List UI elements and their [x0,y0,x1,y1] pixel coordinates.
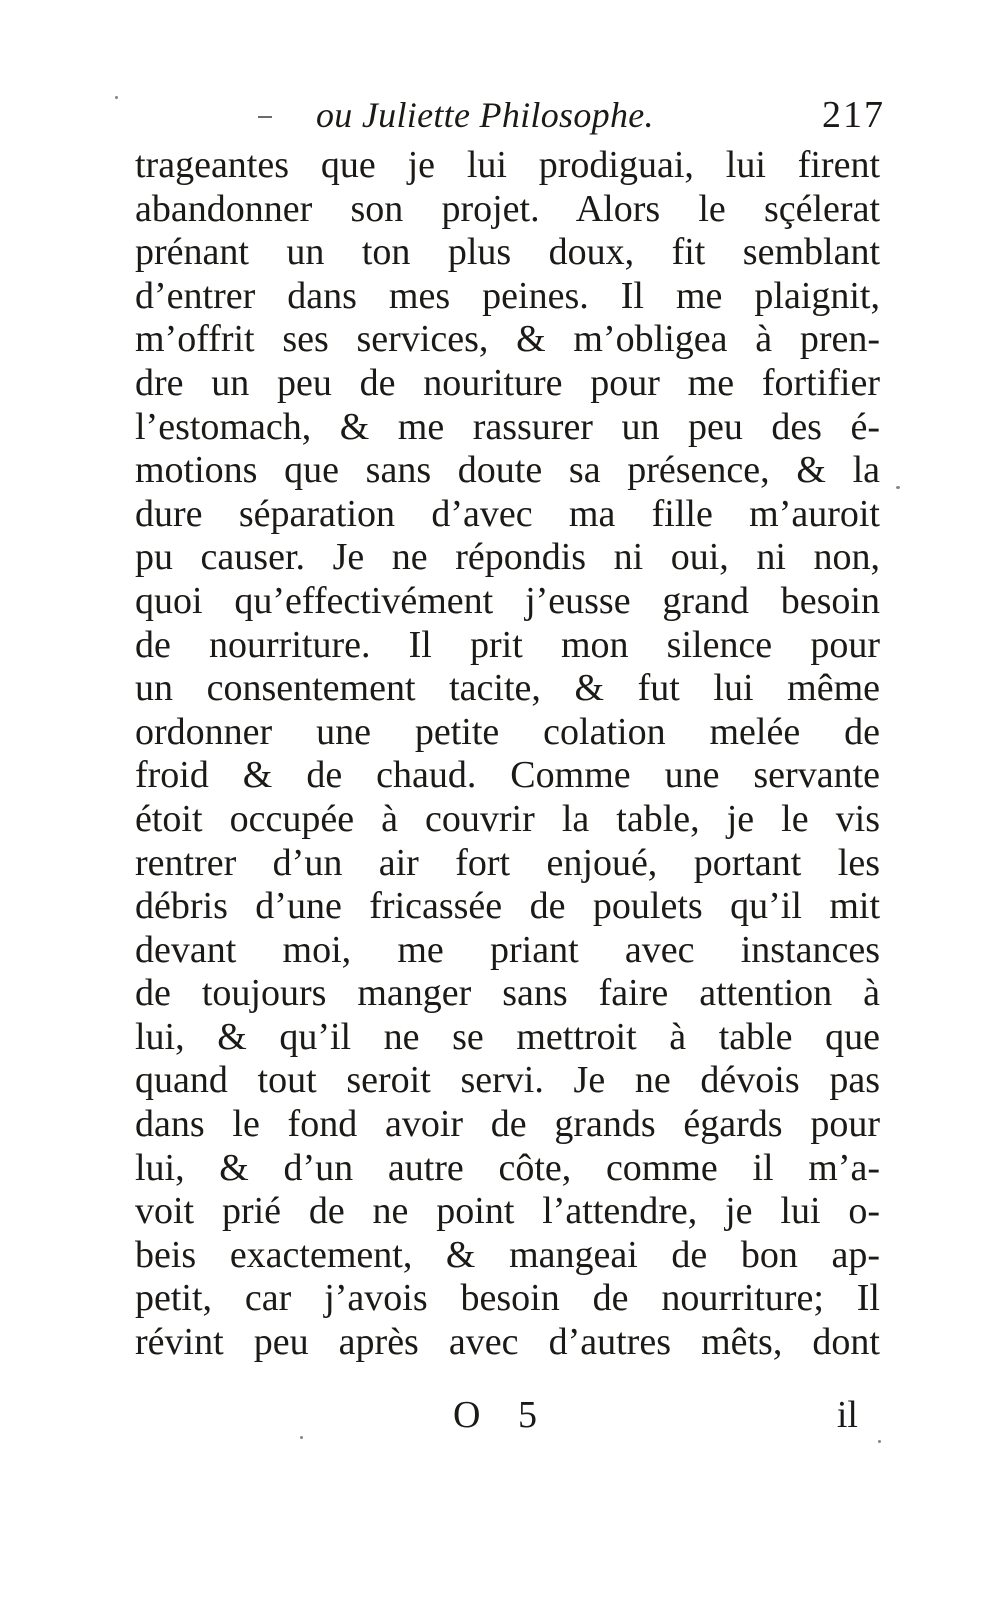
catchword: il [836,1394,858,1436]
text-line: dans le fond avoir de grands égards pour [135,1103,880,1146]
text-line: froid & de chaud. Comme une servante [135,754,880,797]
body-text [135,144,880,1365]
text-line: étoit occupée à couvrir la table, je le vis [135,797,880,840]
text-line: devant moi, me priant avec instances [135,928,880,971]
signature-mark: O 5 [453,1394,551,1436]
text-line: lui, & d’un autre côte, comme il m’a- [135,1146,880,1189]
text-line: ordonner une petite colation melée de [135,710,880,753]
paper-speck [115,96,118,99]
text-line: débris d’une fricassée de poulets qu’il mit [135,885,880,928]
text-line: quoi qu’effectivément j’eusse grand besoin [135,579,880,622]
text-line: voit prié de ne point l’attendre, je lui o- [135,1190,880,1233]
text-line: dre un peu de nouriture pour me fortifier [135,361,880,404]
paper-speck [300,1436,303,1439]
text-line: motions que sans doute sa présence, & la [135,449,880,492]
text-line: rentrer d’un air fort enjoué, portant les [135,841,880,884]
text-line: abandonner son projet. Alors le sçélerat [135,187,880,230]
text-line: l’estomach, & me rassurer un peu des é- [135,405,880,448]
page-header [130,88,885,142]
text-line: m’offrit ses services, & m’obligea à pren- [135,318,880,361]
page-footer [135,1388,880,1442]
running-title: ou Juliette Philosophe. [316,95,654,135]
text-line: trageantes que je lui prodiguai, lui firent [135,144,880,186]
text-line: prénant un ton plus doux, fit semblant [135,231,880,274]
text-line: lui, & qu’il ne se mettroit à table que [135,1015,880,1058]
header-dash-mark [258,116,272,118]
paper-speck [878,1440,881,1443]
text-line: de nourriture. Il prit mon silence pour [135,623,880,666]
page-number: 217 [822,94,885,136]
text-line: beis exactement, & mangeai de bon ap- [135,1233,880,1276]
text-line: quand tout seroit servi. Je ne dévois pas [135,1059,880,1102]
text-line: petit, car j’avois besoin de nourriture; Il [135,1277,880,1320]
text-line: dure séparation d’avec ma fille m’auroit [135,492,880,535]
text-line: révint peu après avec d’autres mêts, dont [135,1321,880,1364]
text-line: un consentement tacite, & fut lui même [135,667,880,710]
text-line: d’entrer dans mes peines. Il me plaignit, [135,274,880,317]
text-line: pu causer. Je ne répondis ni oui, ni non, [135,536,880,579]
paper-speck [896,486,900,489]
text-line: de toujours manger sans faire attention à [135,972,880,1015]
